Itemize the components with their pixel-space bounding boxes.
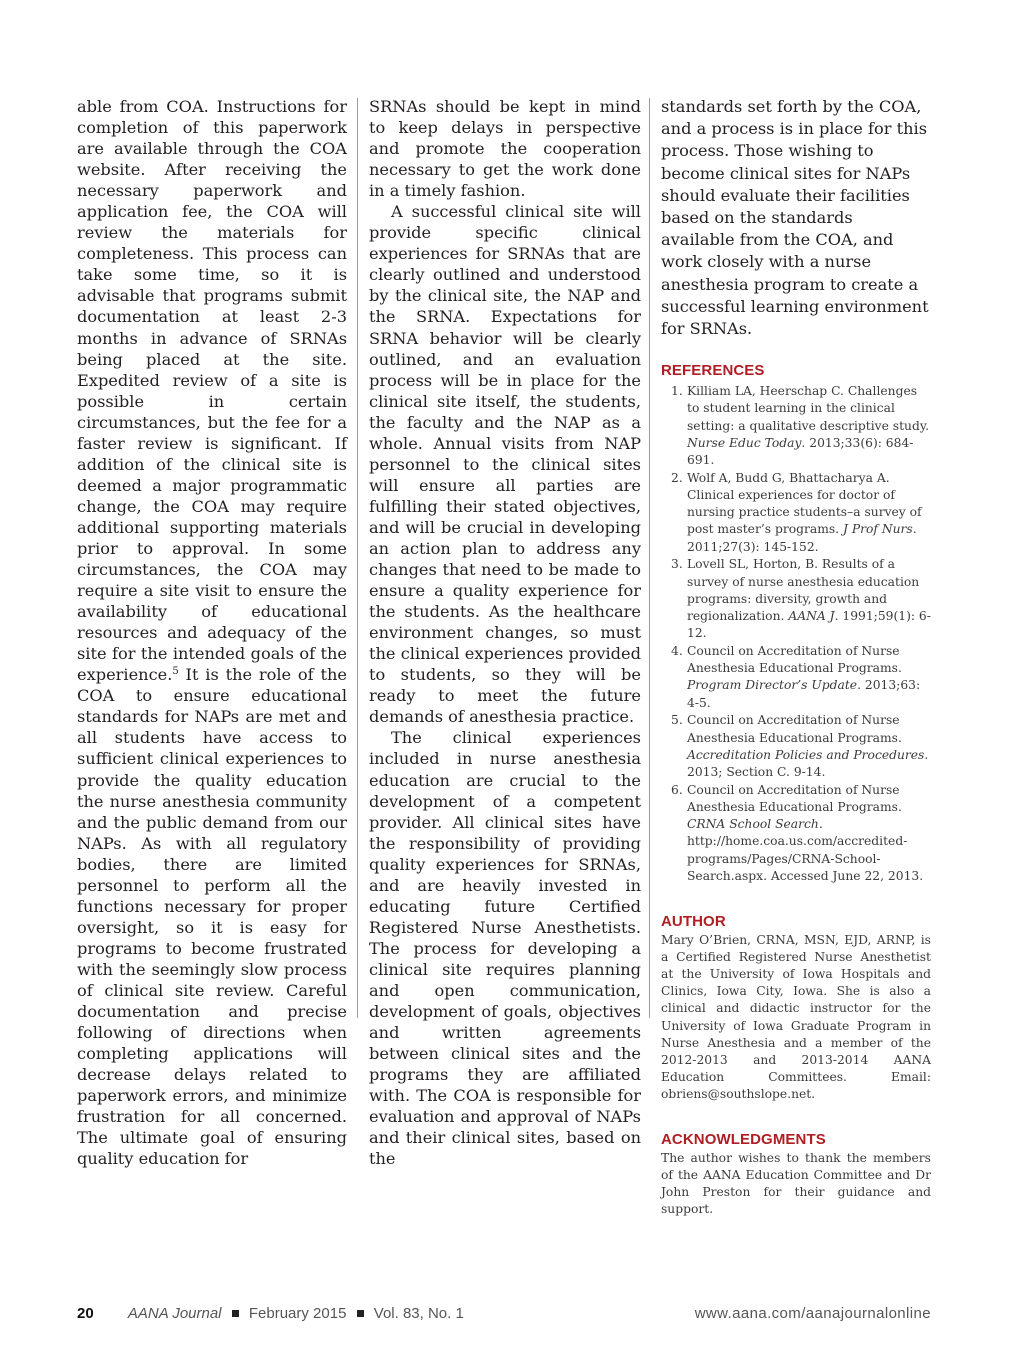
reference-journal: Accreditation Policies and Procedures — [687, 747, 925, 762]
reference-text: Killiam LA, Heerschap C. Challenges to student learning in the clinical setting: a qualitative descriptive study. — [687, 384, 930, 433]
reference-citation: . 1991;59(1): 6-12. — [687, 609, 931, 641]
reference-citation: . 2013;63: 4-5. — [687, 678, 921, 710]
reference-list — [661, 383, 931, 885]
journal-website-link[interactable]: www.aana.com/aanajournalonline — [694, 1305, 931, 1322]
page-number: 20 — [77, 1305, 94, 1322]
body-paragraph: The clinical experiences included in nurse anesthesia education are crucial to the development of a competent provider. All clinical sites have the responsibility of providing quality experiences for SRNAs, and are heavily invested in educating future Certified Registered Nurse Anesthetists. The process for developing a clinical site requires planning and open communication, development of goals, objectives and written agreements between clinical sites and the programs they are affiliated with. The COA is responsible for evaluation and approval of NAPs and their clinical sites, based on the — [369, 728, 641, 1169]
body-paragraph: standards set forth by the COA, and a process is in place for this process. Those wishing to become clinical sites for NAPs should evaluate their facilities based on the standards available from the COA, and work closely with a nurse anesthesia program to create a successful learning environment for SRNAs. — [661, 97, 929, 339]
reference-number: 4. — [671, 644, 683, 659]
reference-citation: . 2011;27(3): 145-152. — [687, 522, 917, 554]
text-column-2 — [369, 96, 641, 1169]
column-divider — [649, 98, 650, 1018]
reference-journal: AANA J — [788, 609, 835, 624]
reference-journal: J Prof Nurs — [843, 522, 913, 537]
paragraph-text: able from COA. Instructions for completion of this paperwork are available through the COA website. After receiving the necessary paperwork and application fee, the COA will review the materials for completeness. This process can take some time, so it is advisable that programs submit documentation at least 2-3 months in advance of SRNAs being placed at the site. Expedited review of a site is possible in certain circumstances, but the fee for a faster review is significant. If addition of the clinical site is deemed a major programmatic change, the COA may require additional supporting materials prior to approval. In some circumstances, the COA may require a site visit to ensure the availability of educational resources and adequacy of the site for the intended goals of the experience. — [77, 97, 347, 685]
reference-journal: Program Director’s Update — [687, 678, 858, 693]
reference-text: Council on Accreditation of Nurse Anesthesia Educational Programs. — [687, 644, 902, 676]
bullet-separator — [232, 1310, 239, 1317]
journal-title: AANA Journal — [127, 1305, 222, 1322]
volume-issue: Vol. 83, No. 1 — [373, 1305, 464, 1322]
reference-item — [661, 643, 931, 712]
issue-date: February 2015 — [248, 1305, 347, 1322]
text-column-1 — [77, 96, 347, 1169]
reference-item — [661, 712, 931, 781]
reference-item — [661, 383, 931, 469]
reference-number: 5. — [671, 713, 683, 728]
page-footer — [77, 1305, 931, 1325]
reference-item — [661, 470, 931, 556]
reference-text: Wolf A, Budd G, Bhattacharya A. Clinical experiences for doctor of nursing practice students–a survey of post master’s programs. — [687, 470, 922, 537]
reference-number: 1. — [671, 384, 683, 399]
reference-number: 3. — [671, 557, 683, 572]
paragraph-text: It is the role of the COA to ensure educational standards for NAPs are met and all students have access to sufficient clinical experiences to provide the quality education the nurse anesthesia community and the public demand from our NAPs. As with all regulatory bodies, there are limited personnel to perform all the functions necessary for proper oversight, so it is easy for programs to become frustrated with the seemingly slow process of clinical site review. Careful documentation and precise following of directions when completing applications will decrease delays related to paperwork errors, and minimize frustration for all concerned. The ultimate goal of ensuring quality education for — [77, 665, 347, 1169]
citation-superscript: 5 — [172, 666, 179, 678]
reference-text: Lovell SL, Horton, B. Results of a survey of nurse anesthesia education programs: diversity, growth and regionalization. — [687, 557, 920, 624]
bullet-separator — [357, 1310, 364, 1317]
reference-item — [661, 782, 931, 885]
reference-text: Council on Accreditation of Nurse Anesthesia Educational Programs. — [687, 782, 902, 815]
reference-journal: CRNA School Search — [687, 817, 819, 832]
body-paragraph: SRNAs should be kept in mind to keep delays in perspective and promote the cooperation necessary to get the work done in a timely fashion. — [369, 97, 641, 201]
reference-citation: . 2013;33(6): 684-691. — [687, 435, 914, 468]
author-bio: Mary O’Brien, CRNA, MSN, EJD, ARNP, is a Certified Registered Nurse Anesthetist at the University of Iowa Hospitals and Clinics, Iowa City, Iowa. She is also a clinical and didactic instructor for the University of Iowa Graduate Program in Nurse Anesthesia and a member of the 2012-2013 and 2013-2014 AANA Education Committees. Email: obriens@southslope.net. — [661, 933, 931, 1101]
references-heading: REFERENCES — [661, 362, 765, 380]
reference-number: 6. — [671, 782, 683, 797]
reference-number: 2. — [671, 470, 683, 485]
body-paragraph: A successful clinical site will provide specific clinical experiences for SRNAs that are clearly outlined and understood by the clinical site, the NAP and the SRNA. Expectations for SRNA behavior will be clearly outlined, and an evaluation process will be in place for the clinical site itself, the students, the faculty and the NAP as a whole. Annual visits from NAP personnel to the clinical sites will ensure all parties are fulfilling their stated objectives, and will be crucial in developing an action plan to address any changes that need to be made to ensure a quality experience for the students. As the healthcare environment changes, so must the clinical experiences provided to students, so they will be ready to meet the future demands of anesthesia practice. — [369, 202, 641, 727]
reference-journal: Nurse Educ Today — [687, 435, 802, 450]
reference-text: Council on Accreditation of Nurse Anesthesia Educational Programs. — [687, 713, 902, 745]
reference-citation: . http://home.coa.us.com/accredited-programs/Pages/CRNA-School-Search.aspx. Accessed June 22, 2013. — [687, 817, 924, 883]
reference-citation: . 2013; Section C. 9-14. — [687, 747, 929, 780]
acknowledgments-text: The author wishes to thank the members of the AANA Education Committee and Dr John Preston for their guidance and support. — [661, 1151, 931, 1217]
author-heading: AUTHOR — [661, 913, 726, 931]
column-divider — [357, 98, 358, 1018]
text-column-3 — [661, 96, 931, 1218]
body-paragraph — [77, 96, 347, 1169]
acknowledgments-heading: ACKNOWLEDGMENTS — [661, 1131, 826, 1149]
reference-item — [661, 556, 931, 642]
